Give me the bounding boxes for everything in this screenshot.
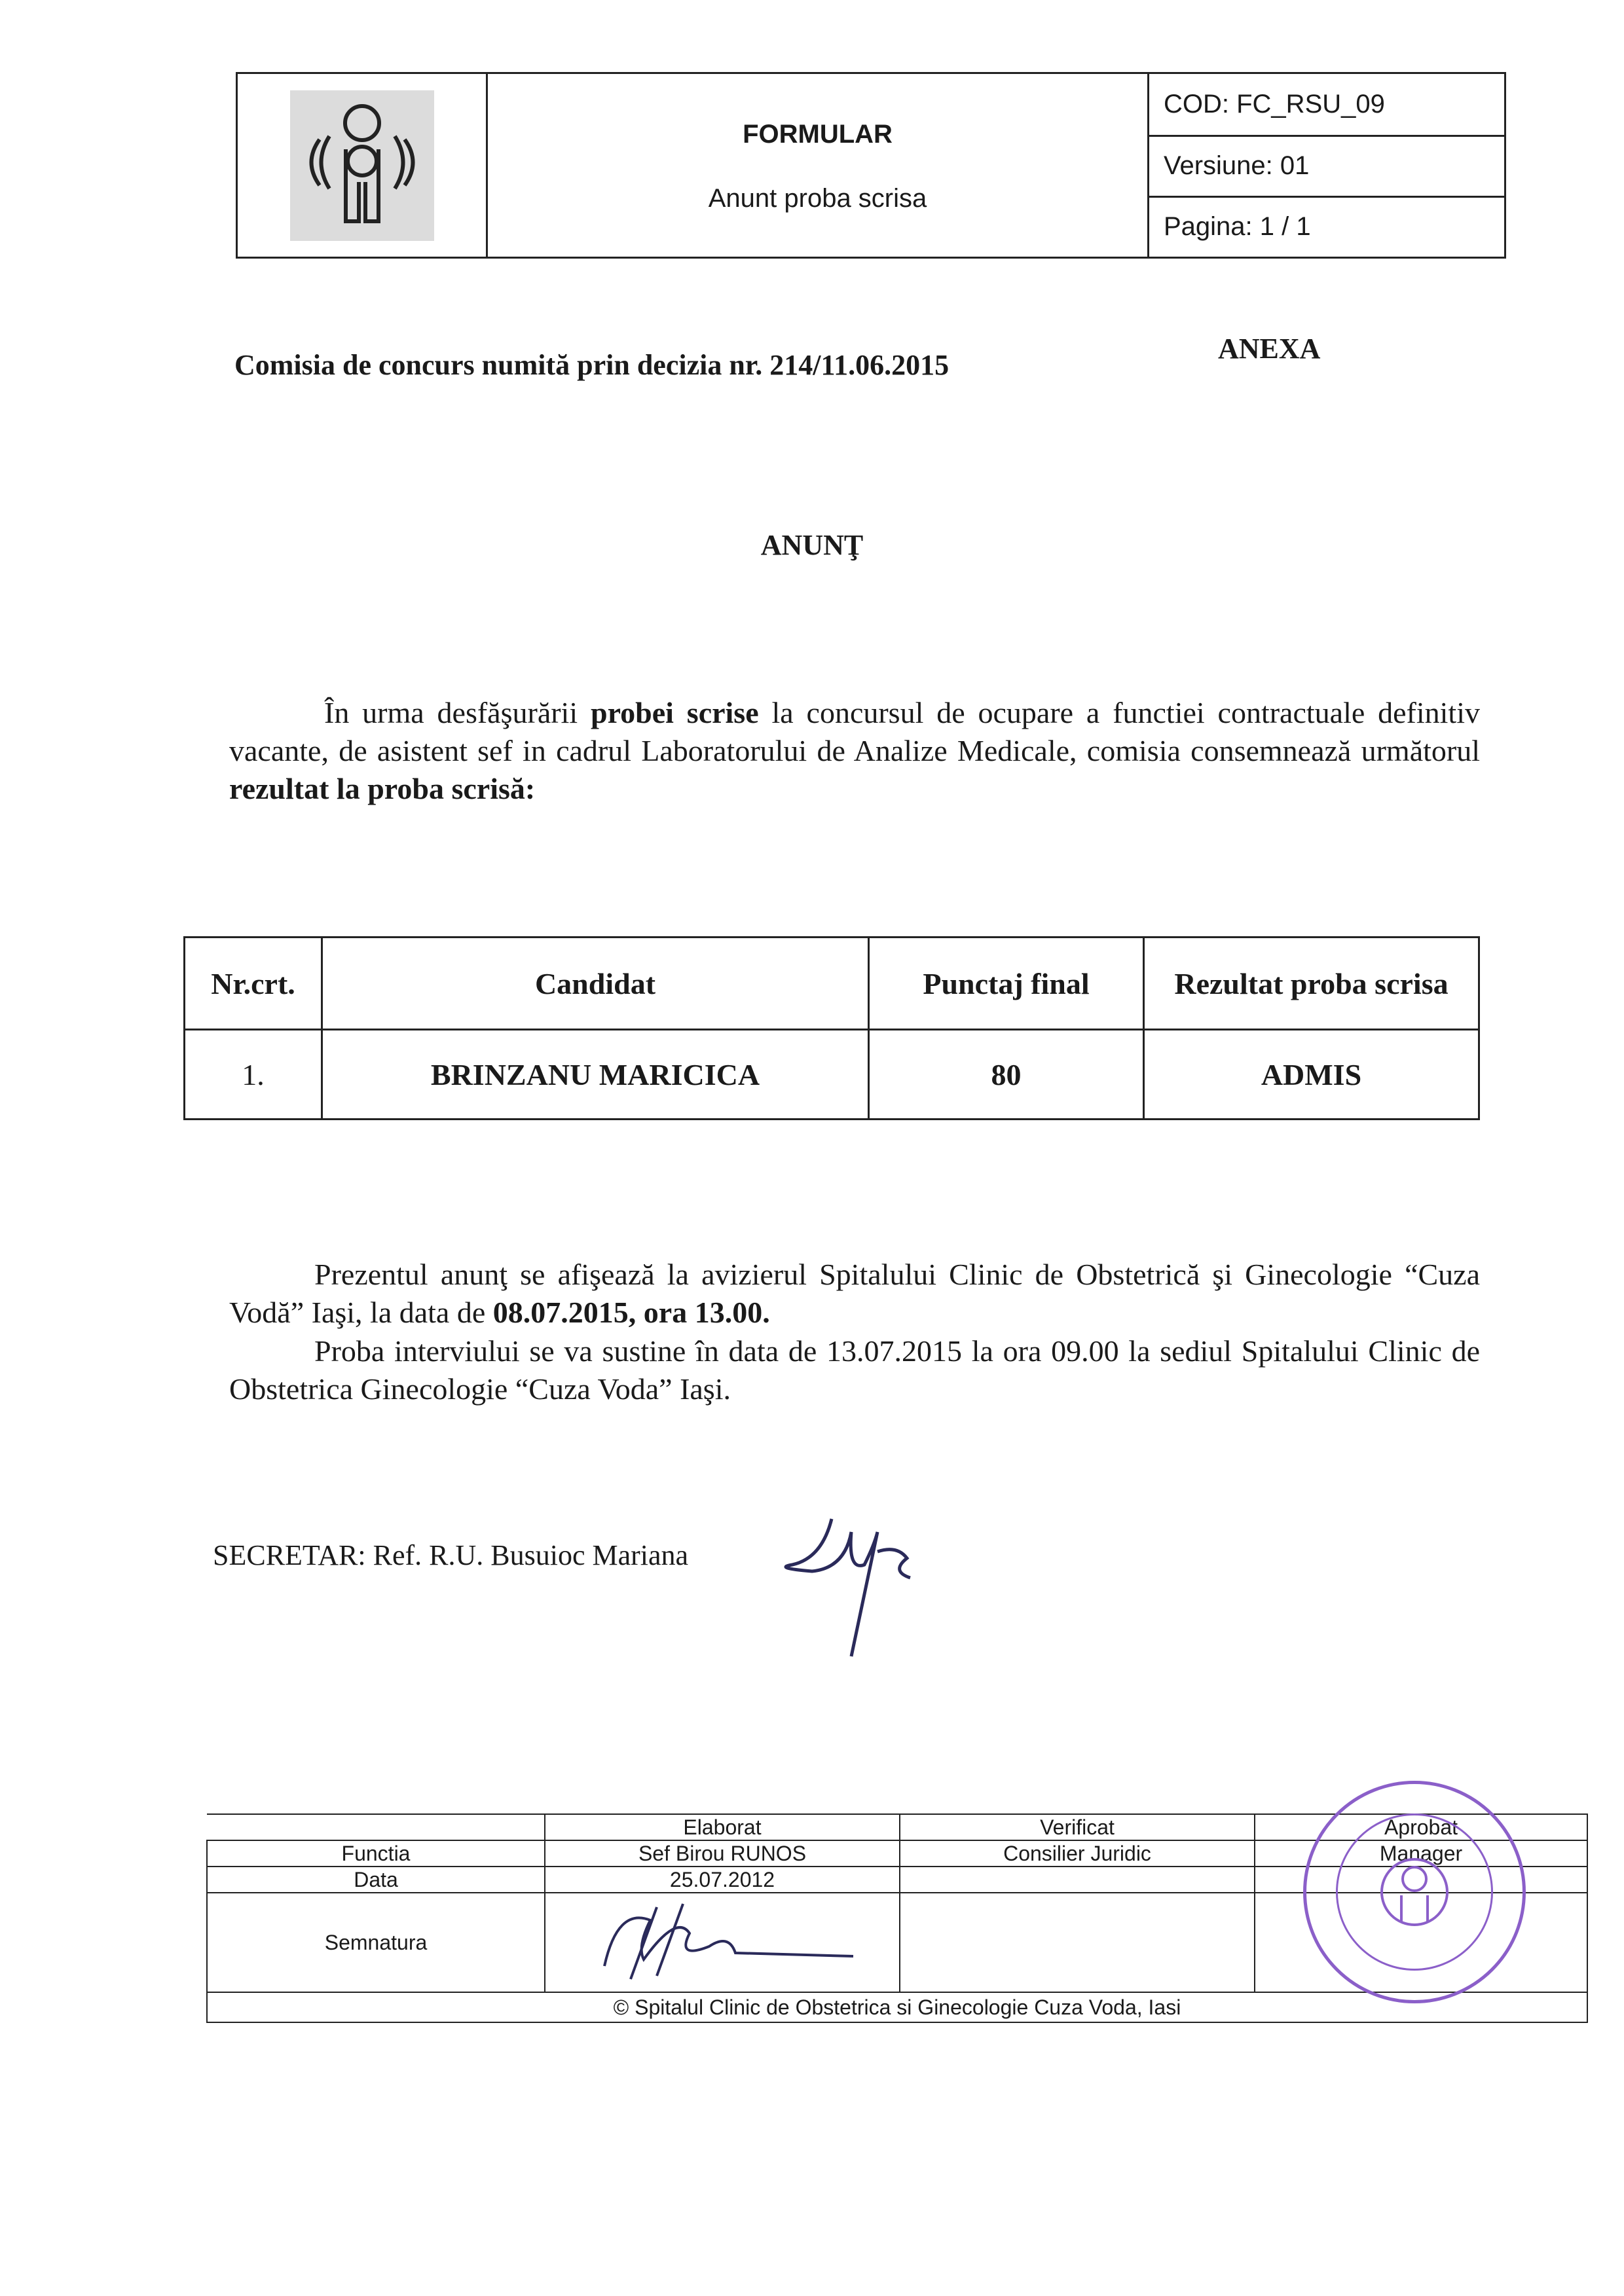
intro-bold-1: probei scrise — [590, 696, 759, 729]
elaborat-label: Elaborat — [545, 1814, 900, 1840]
elaborat-role: Sef Birou RUNOS — [545, 1840, 900, 1867]
form-version: Versiune: 01 — [1149, 135, 1504, 196]
row-candidate: BRINZANU MARICICA — [322, 1030, 869, 1120]
form-code: COD: FC_RSU_09 — [1164, 89, 1385, 118]
intro-text-1: În urma desfăşurării — [324, 696, 591, 729]
aprobat-label: Aprobat — [1255, 1814, 1587, 1840]
functia-label: Functia — [207, 1840, 545, 1867]
header-nr: Nr.crt. — [185, 938, 322, 1030]
secretary-line: SECRETAR: Ref. R.U. Busuioc Mariana — [213, 1539, 689, 1571]
form-subtitle: Anunt proba scrisa — [708, 184, 927, 213]
verificat-role: Consilier Juridic — [900, 1840, 1255, 1867]
empty-cell — [900, 1893, 1255, 1992]
semnatura-label: Semnatura — [207, 1893, 545, 1992]
header-candidate: Candidat — [322, 938, 869, 1030]
intro-text-2: la concursul de ocupare a functiei contractuale definitiv vacante, de asistent sef in cadrul Laboratorului de Analize Medicale, comisia consemnează următorul — [229, 696, 1480, 767]
intro-paragraph — [229, 694, 1480, 808]
annex-label: ANEXA — [1218, 333, 1321, 365]
empty-cell — [900, 1867, 1255, 1893]
notice-paragraph-1 — [229, 1256, 1480, 1332]
form-title-cell — [488, 74, 1149, 257]
announcement-title: ANUNŢ — [760, 529, 864, 561]
row-result: ADMIS — [1144, 1030, 1479, 1120]
results-table — [183, 936, 1480, 1120]
header-score: Punctaj final — [869, 938, 1144, 1030]
stamp-emblem-icon — [1303, 1781, 1526, 2003]
verificat-label: Verificat — [900, 1814, 1255, 1840]
notice-date: 08.07.2015, ora 13.00. — [492, 1296, 770, 1329]
empty-cell — [207, 1814, 545, 1840]
row-nr: 1. — [185, 1030, 322, 1120]
notice-paragraph-2: Proba interviului se va sustine în data de 13.07.2015 la ora 09.00 la sediul Spitalului Clinic de Obstetrica Ginecologie “Cuza Voda” Iaşi. — [229, 1334, 1480, 1406]
form-meta-cell — [1149, 74, 1504, 257]
elaborat-date: 25.07.2012 — [545, 1867, 900, 1893]
form-title: FORMULAR — [743, 120, 893, 149]
table-row — [185, 1030, 1479, 1120]
commission-decision: Comisia de concurs numită prin decizia nr. 214/11.06.2015 — [234, 349, 950, 381]
row-score: 80 — [869, 1030, 1144, 1120]
elaborat-signature-cell — [545, 1893, 900, 1992]
data-label: Data — [207, 1867, 545, 1893]
elaborat-signature — [578, 1894, 866, 1986]
aprobat-role: Manager — [1255, 1840, 1587, 1867]
copyright-text: © Spitalul Clinic de Obstetrica si Ginecologie Cuza Voda, Iasi — [207, 1992, 1587, 2022]
intro-bold-2: rezultat la proba scrisă: — [229, 772, 536, 805]
form-page: Pagina: 1 / 1 — [1149, 196, 1504, 257]
results-header-row — [185, 938, 1479, 1030]
form-header-table — [236, 72, 1506, 259]
logo-cell — [238, 74, 488, 257]
maternity-logo-icon — [290, 90, 434, 241]
secretary-signature — [766, 1506, 950, 1663]
header-result: Rezultat proba scrisa — [1144, 938, 1479, 1030]
notice-text: Prezentul anunţ se afişează la avizierul Spitalului Clinic de Obstetrică şi Ginecologie “Cuza Vodă” Iaşi, la data de — [229, 1258, 1480, 1329]
